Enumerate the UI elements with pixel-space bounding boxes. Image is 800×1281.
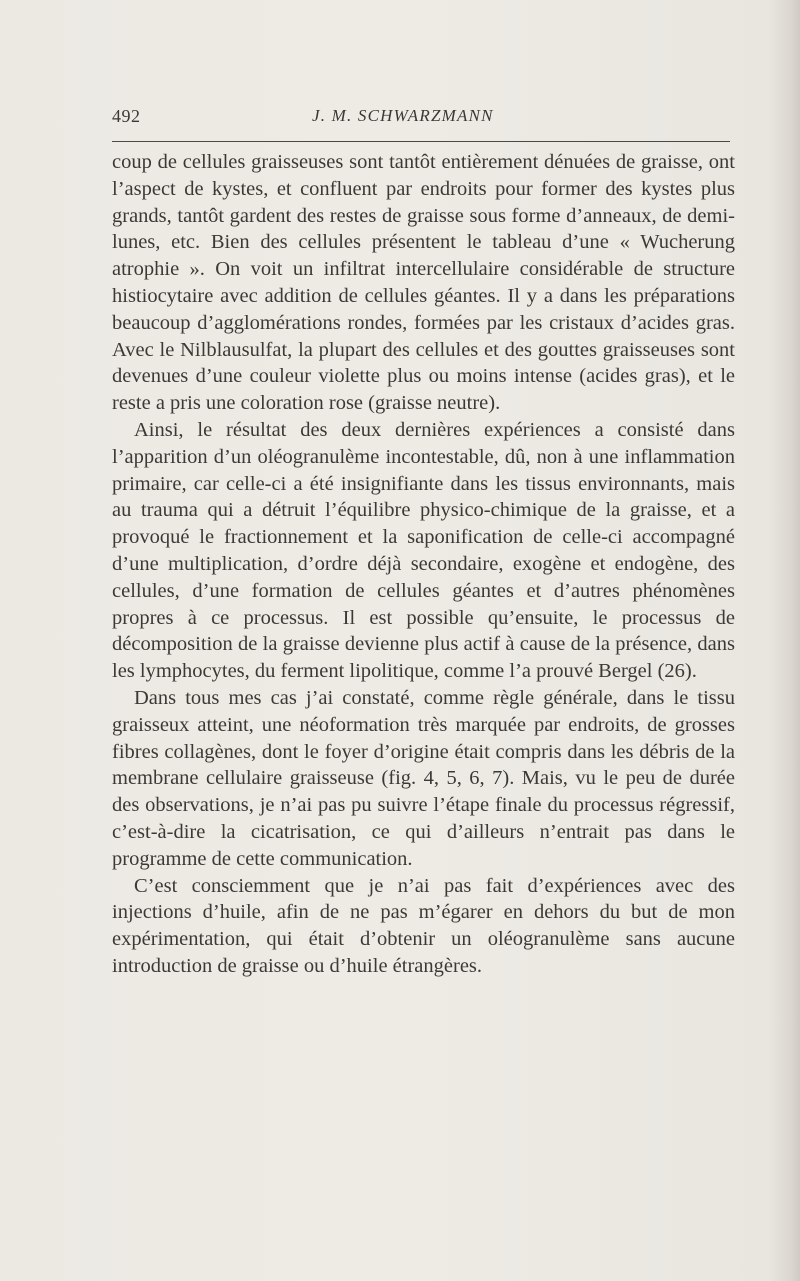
paragraph-continuation: coup de cellules graisseuses sont tantôt entièrement dénuées de graisse, ont l’aspect de kystes, et confluent par endroits pour former des kystes plus grands, tantôt gardent des restes de graisse sous forme d’anneaux, de demi-lunes, etc. Bien des cellules présentent le tableau d’une « Wucherung atrophie ». On voit un infiltrat intercellulaire considérable de structure histiocytaire avec addition de cellules géantes. Il y a dans les préparations beaucoup d’agglomérations rondes, formées par les cristaux d’acides gras. Avec le Nilblausulfat, la plupart des cellules et des gouttes graisseuses sont devenues d’une couleur violette plus ou moins intense (acides gras), et le reste a pris une coloration rose (graisse neutre).	[112, 151, 735, 415]
paragraph-consciemment: C’est consciemment que je n’ai pas fait d’expériences avec des injections d’huile, afin de ne pas m’égarer en dehors du but de mon expérimentation, qui était d’obtenir un oléogranulème sans aucune introduction de graisse ou d’huile étrangères.	[112, 874, 735, 977]
paragraph-ainsi: Ainsi, le résultat des deux dernières expériences a consisté dans l’apparition d’un oléogranulème incontestable, dû, non à une inflammation primaire, car celle-ci a été insignifiante dans les tissus environnants, mais au trauma qui a détruit l’équilibre physico-chimique de la graisse, et a provoqué le fractionnement et la saponification de celle-ci accompagné d’une multiplication, d’ordre déjà secondaire, exogène et endogène, des cellules, d’une formation de cellules géantes et d’autres phénomènes propres à ce processus. Il est possible qu’ensuite, le processus de décomposition de la graisse devienne plus actif à cause de la présence, dans les lymphocytes, du ferment lipolitique, comme l’a prouvé Bergel (26).	[112, 418, 735, 683]
body-text	[112, 149, 735, 980]
paragraph-dans-tous-mes-cas: Dans tous mes cas j’ai constaté, comme règle générale, dans le tissu graisseux atteint, une néoformation très marquée par endroits, de grosses fibres collagènes, dont le foyer d’origine était compris dans les débris de la membrane cellulaire graisseuse (fig. 4, 5, 6, 7). Mais, vu le peu de durée des observations, je n’ai pas pu suivre l’étape finale du processus régressif, c’est-à-dire la cicatrisation, ce qui d’ailleurs n’entrait pas dans le programme de cette communication.	[112, 686, 735, 870]
header-rule	[112, 141, 730, 142]
running-title: J. M. SCHWARZMANN	[312, 106, 494, 125]
page-number: 492	[112, 106, 141, 126]
page-header	[112, 106, 730, 134]
